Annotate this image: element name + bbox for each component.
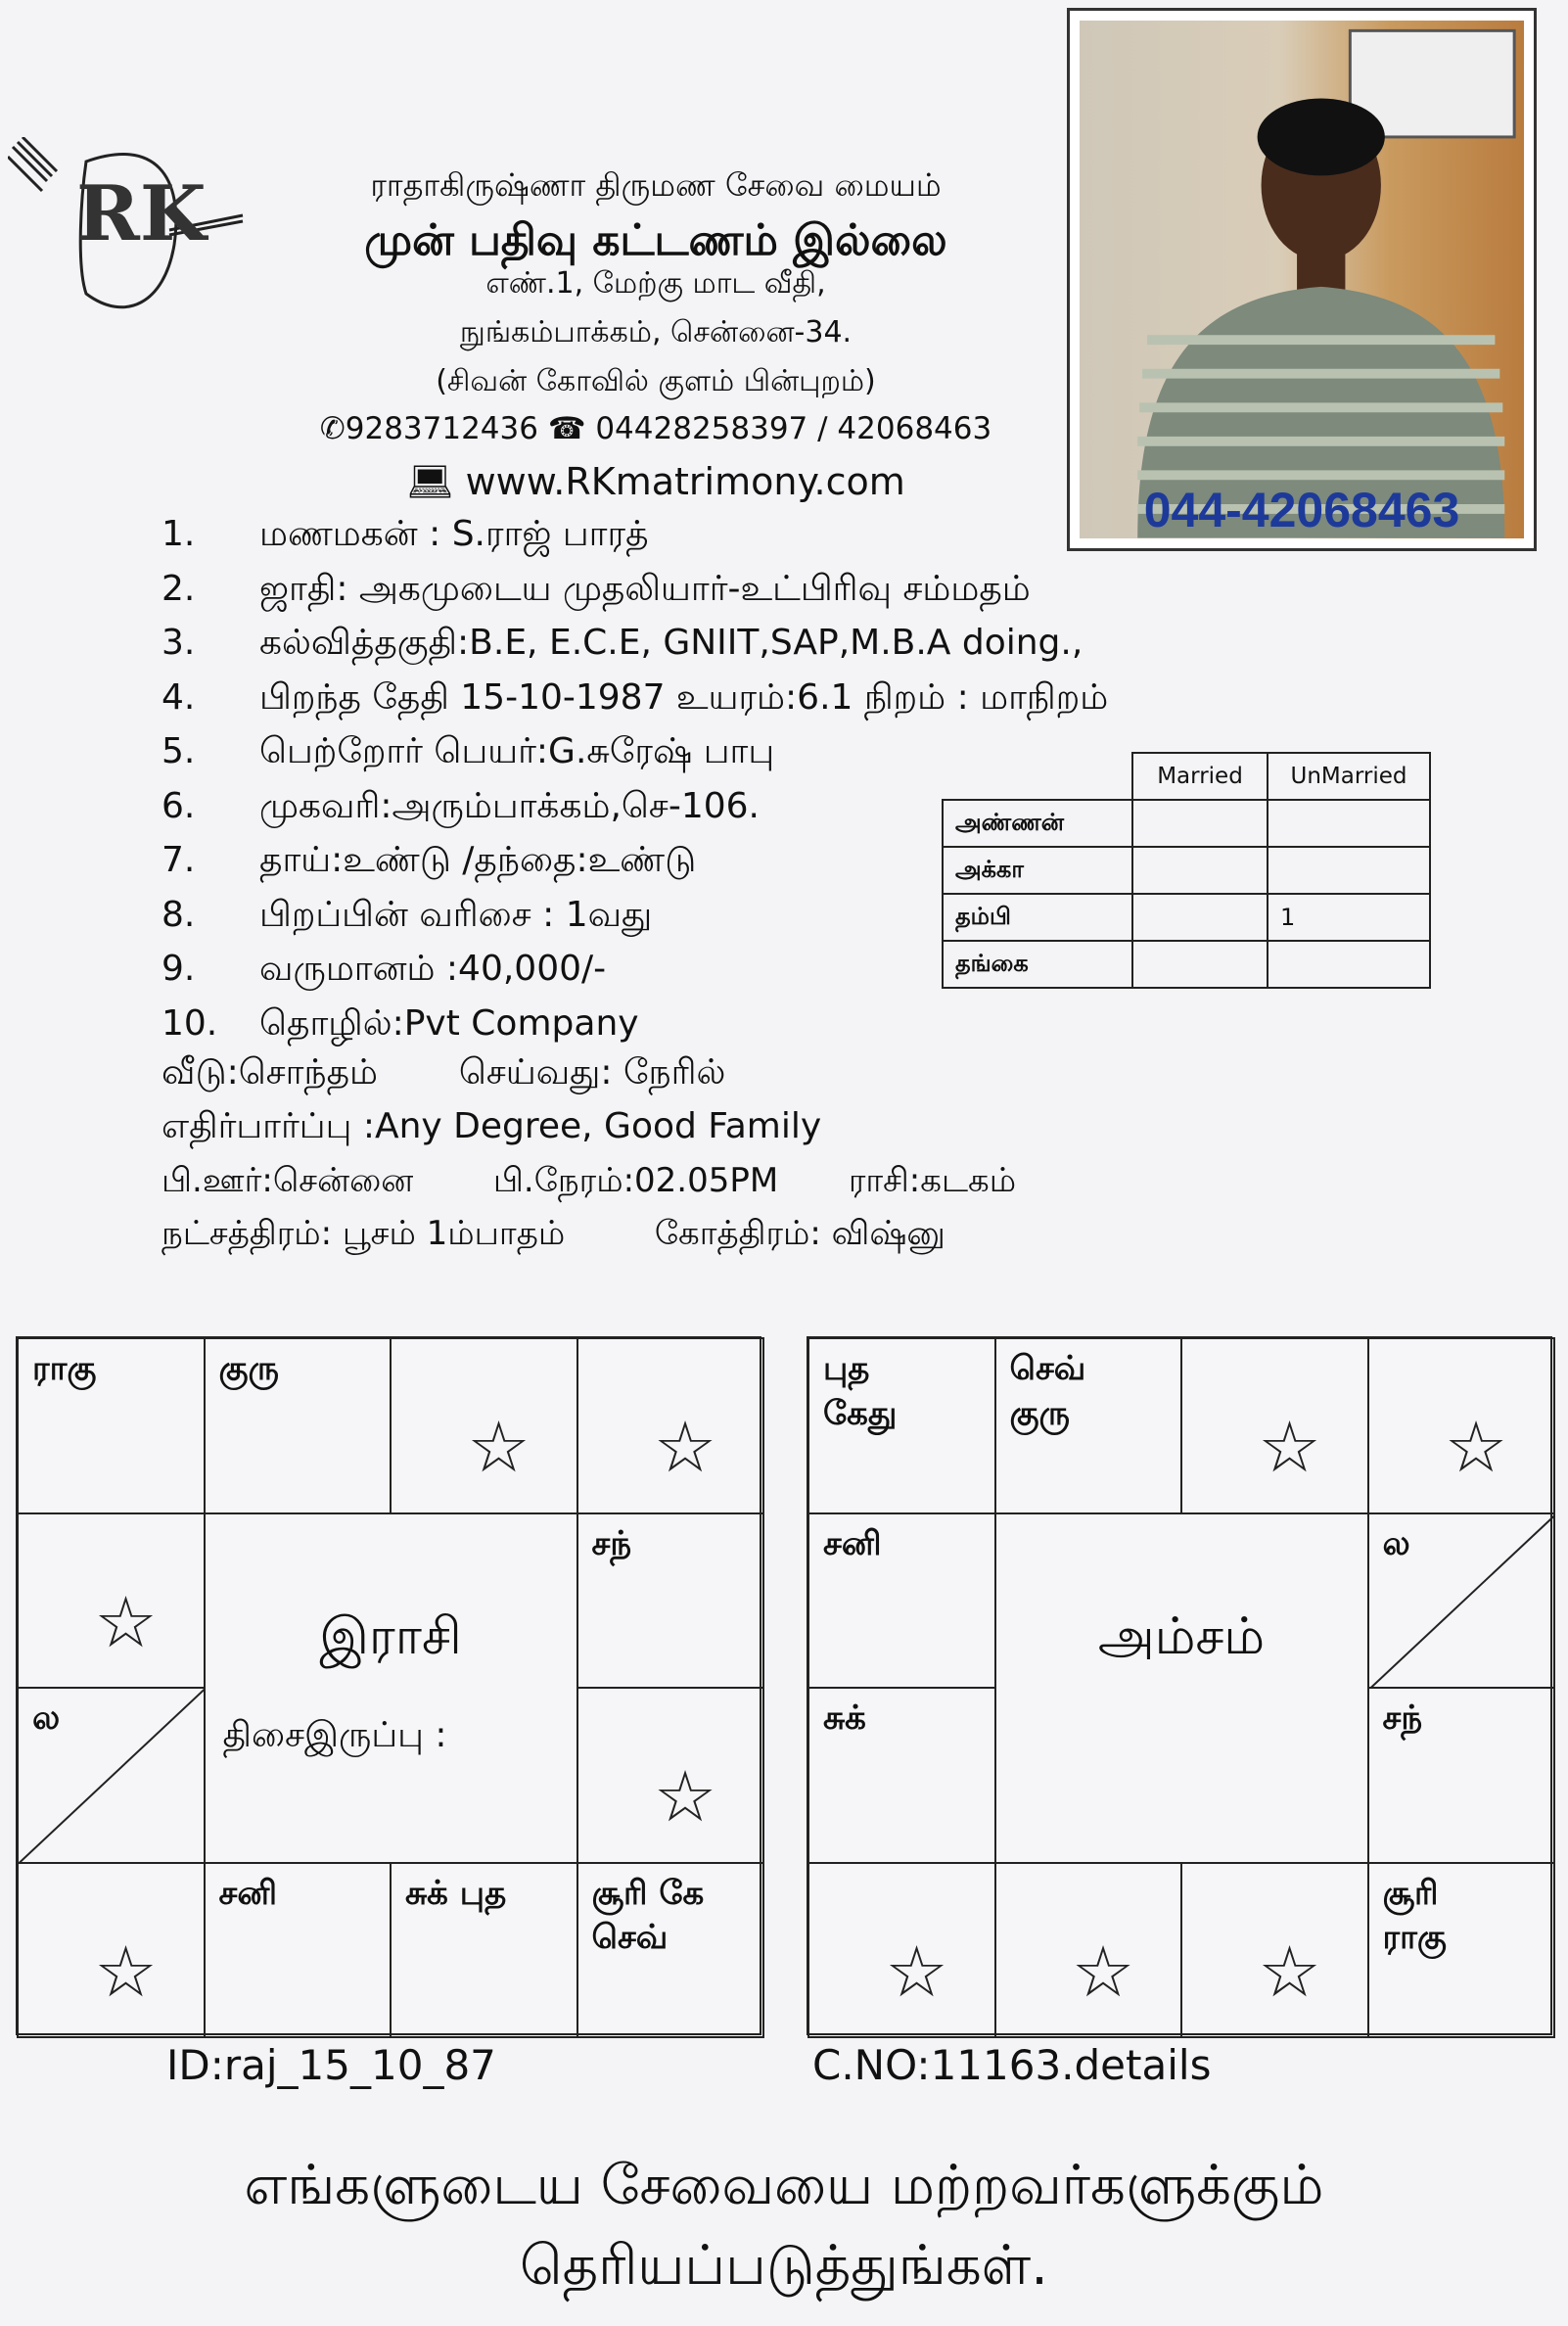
- landline-number: 04428258397 / 42068463: [595, 411, 992, 446]
- address-line-2: நுங்கம்பாக்கம், சென்னை-34.: [459, 315, 853, 349]
- detail-item: [161, 786, 760, 831]
- house-planets: சூரி ராகு: [1382, 1873, 1447, 1958]
- star-icon: ☆: [467, 1406, 530, 1489]
- website-link[interactable]: www.RKmatrimony.com: [465, 460, 905, 503]
- chart-house-c14: [994, 1862, 1183, 2039]
- detail-number: 9.: [161, 949, 196, 989]
- house-planets: செவ் குரு: [1009, 1349, 1086, 1433]
- house-planets: சனி: [218, 1873, 277, 1913]
- chart-house-c13: [807, 1862, 996, 2039]
- expectation: எதிர்பார்ப்பு :Any Degree, Good Family: [161, 1106, 822, 1146]
- house-planets: ல: [1382, 1523, 1410, 1563]
- gothram: கோத்திரம்: விஷ்னு: [654, 1214, 945, 1253]
- house-info: [161, 1052, 725, 1097]
- house-planets: ராகு: [32, 1349, 97, 1388]
- detail-text: கல்வித்தகுதி:B.E, E.C.E, GNIIT,SAP,M.B.A doing.,: [259, 623, 1084, 663]
- lagna-divider: [1369, 1514, 1556, 1690]
- detail-item: [161, 569, 1031, 614]
- chart-house-c4: [576, 1337, 765, 1514]
- mobile-icon: ✆: [319, 411, 346, 446]
- sibling-label: தம்பி: [943, 894, 1132, 941]
- detail-text: பிறந்த தேதி 15-10-1987 உயரம்:6.1 நிறம் : மாநிறம்: [259, 676, 1109, 718]
- birth-info: [161, 1161, 1016, 1204]
- chart-house-c8: [576, 1512, 765, 1690]
- sibling-row: [943, 800, 1430, 847]
- house-planets: சந்: [591, 1523, 632, 1563]
- chart-title: அம்சம்: [1097, 1606, 1266, 1666]
- detail-text: தொழில்:Pvt Company: [259, 1002, 639, 1044]
- laptop-icon: 💻︎: [406, 460, 454, 503]
- sibling-married: [1132, 847, 1268, 894]
- detail-item: [161, 677, 1108, 722]
- chart-house-c8: [1367, 1512, 1556, 1690]
- house-planets: புத கேது: [823, 1349, 898, 1433]
- logo-text: RK: [76, 169, 207, 258]
- sibling-row: [943, 941, 1430, 988]
- contact-line: [196, 411, 1116, 446]
- house-planets: சந்: [1382, 1698, 1423, 1738]
- detail-text: ஜாதி: அகமுடைய முதலியார்-உட்பிரிவு சம்மதம்: [259, 568, 1031, 609]
- chart-house-c5: [807, 1512, 996, 1690]
- person-illustration: [1080, 21, 1524, 538]
- sibling-row: [943, 894, 1430, 941]
- chart-house-c13: [17, 1862, 206, 2039]
- chart-house-c16: [576, 1862, 765, 2039]
- detail-item: [161, 840, 696, 885]
- siblings-table: [942, 752, 1431, 989]
- star-icon: ☆: [653, 1406, 717, 1489]
- header-unmarried: UnMarried: [1268, 753, 1430, 800]
- chart-house-c14: [204, 1862, 392, 2039]
- house-planets: சூரி கே செவ்: [591, 1873, 705, 1958]
- detail-item: [161, 949, 606, 994]
- house-planets: ல: [32, 1698, 61, 1738]
- house-planets: குரு: [218, 1349, 280, 1388]
- star-icon: ☆: [1071, 1930, 1135, 2013]
- house-planets: சுக் புத: [405, 1873, 507, 1913]
- slogan-line-1: எங்களுடைய சேவையை மற்றவர்களுக்கும்: [244, 2154, 1324, 2217]
- sibling-unmarried: [1268, 941, 1430, 988]
- detail-item: [161, 514, 649, 559]
- chart-house-c1: [807, 1337, 996, 1514]
- amsam-chart: [807, 1336, 1552, 2035]
- star-icon: ☆: [94, 1930, 158, 2013]
- chart-house-c9: [807, 1687, 996, 1864]
- header-married: Married: [1132, 753, 1268, 800]
- chart-house-c1: [17, 1337, 206, 1514]
- nakshatra: நட்சத்திரம்: பூசம் 1ம்பாதம்: [161, 1214, 566, 1253]
- chart-center: [204, 1512, 578, 1864]
- detail-item: [161, 623, 1083, 668]
- sibling-label: தங்கை: [943, 941, 1132, 988]
- detail-number: 8.: [161, 894, 196, 935]
- chart-house-c5: [17, 1512, 206, 1690]
- detail-text: தாய்:உண்டு /தந்தை:உண்டு: [259, 840, 697, 880]
- star-icon: ☆: [653, 1755, 717, 1838]
- sibling-married: [1132, 941, 1268, 988]
- profile-photo: [1067, 8, 1537, 551]
- chart-house-c3: [1180, 1337, 1369, 1514]
- sibling-row: [943, 847, 1430, 894]
- chart-house-c12: [1367, 1687, 1556, 1864]
- slogan-line-2: தெரியப்படுத்துங்கள்.: [520, 2234, 1048, 2298]
- detail-item: [161, 895, 652, 940]
- detail-text: மணமகன் : S.ராஜ் பாரத்: [259, 514, 649, 554]
- sibling-unmarried: 1: [1268, 894, 1430, 941]
- photo-phone-overlay: 044-42068463: [1143, 483, 1460, 537]
- detail-text: பெற்றோர் பெயர்:G.சுரேஷ் பாபு: [259, 731, 775, 771]
- chart-house-c16: [1367, 1862, 1556, 2039]
- chart-title: இராசி: [319, 1606, 462, 1666]
- detail-text: பிறப்பின் வரிசை : 1வது: [259, 894, 653, 935]
- website-line: [196, 460, 1116, 504]
- org-name: ராதாகிருஷ்ணா திருமண சேவை மையம்: [370, 166, 942, 204]
- address-line-3: (சிவன் கோவில் குளம் பின்புறம்): [436, 364, 876, 398]
- dasa-balance-label: திசைஇருப்பு :: [222, 1714, 447, 1755]
- detail-number: 4.: [161, 676, 196, 718]
- tagline: முன் பதிவு கட்டணம் இல்லை: [364, 215, 947, 265]
- telephone-icon: ☎: [547, 411, 586, 446]
- birth-place: பி.ஊர்:சென்னை: [161, 1161, 414, 1200]
- chart-center: [994, 1512, 1369, 1864]
- chart-house-c2: [204, 1337, 392, 1514]
- sibling-label: அண்ணன்: [943, 800, 1132, 847]
- mobile-number: 9283712436: [345, 411, 538, 446]
- house-text: வீடு:சொந்தம்: [161, 1052, 378, 1093]
- star-info: [161, 1214, 945, 1257]
- star-icon: ☆: [1258, 1930, 1321, 2013]
- rasi: ராசி:கடகம்: [848, 1161, 1017, 1200]
- detail-item: [161, 1003, 639, 1048]
- case-number: C.NO:11163.details: [812, 2041, 1212, 2089]
- house-planets: சுக்: [823, 1698, 866, 1738]
- rasi-chart: [16, 1336, 761, 2035]
- siblings-header-row: [943, 753, 1430, 800]
- detail-number: 1.: [161, 514, 196, 554]
- chart-house-c2: [994, 1337, 1183, 1514]
- house-planets: சனி: [823, 1523, 882, 1563]
- profile-id: ID:raj_15_10_87: [166, 2041, 496, 2089]
- detail-item: [161, 731, 774, 776]
- detail-text: முகவரி:அரும்பாக்கம்,செ-106.: [259, 785, 760, 826]
- chart-house-c4: [1367, 1337, 1556, 1514]
- detail-text: வருமானம் :40,000/-: [259, 949, 607, 989]
- sibling-unmarried: [1268, 800, 1430, 847]
- chart-house-c15: [1180, 1862, 1369, 2039]
- marriage-mode-text: செய்வது: நேரில்: [458, 1052, 726, 1093]
- lagna-divider: [19, 1689, 206, 1864]
- chart-house-c15: [390, 1862, 578, 2039]
- detail-number: 2.: [161, 568, 196, 609]
- detail-number: 6.: [161, 785, 196, 826]
- chart-house-c12: [576, 1687, 765, 1864]
- star-icon: ☆: [885, 1930, 948, 2013]
- chart-house-c9: [17, 1687, 206, 1864]
- address-line-1: எண்.1, மேற்கு மாட வீதி,: [485, 266, 826, 301]
- detail-number: 5.: [161, 731, 196, 771]
- sibling-label: அக்கா: [943, 847, 1132, 894]
- star-icon: ☆: [1258, 1406, 1321, 1489]
- detail-number: 7.: [161, 840, 196, 880]
- chart-house-c3: [390, 1337, 578, 1514]
- sibling-married: [1132, 800, 1268, 847]
- star-icon: ☆: [1444, 1406, 1508, 1489]
- detail-number: 10.: [161, 1002, 218, 1044]
- birth-time: பி.நேரம்:02.05PM: [492, 1161, 779, 1200]
- star-icon: ☆: [94, 1580, 158, 1663]
- detail-number: 3.: [161, 623, 196, 663]
- sibling-unmarried: [1268, 847, 1430, 894]
- sibling-married: [1132, 894, 1268, 941]
